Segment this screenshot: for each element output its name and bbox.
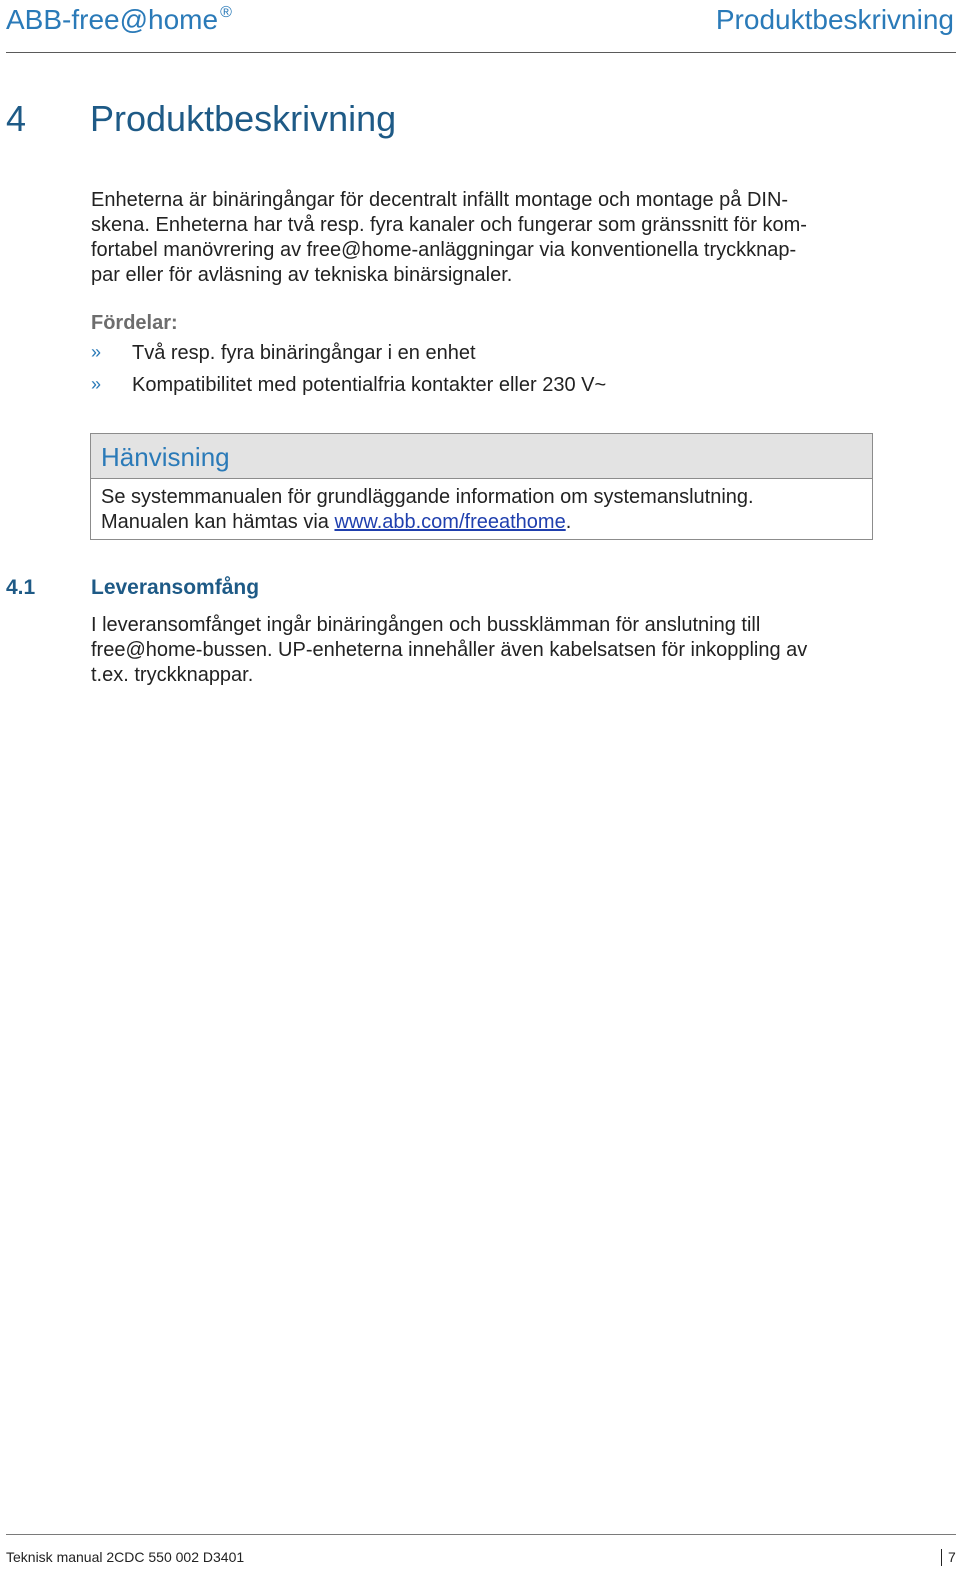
header-brand: ABB-free@home ® bbox=[6, 4, 232, 35]
section-line: I leveransomfånget ingår binäringången och bussklämman för anslutning till bbox=[91, 614, 761, 636]
chapter-number: 4 bbox=[6, 98, 27, 139]
bullet-chevron-icon: » bbox=[91, 374, 102, 394]
note-box bbox=[90, 433, 873, 540]
intro-line: par eller för avläsning av tekniska binärsignaler. bbox=[91, 264, 513, 286]
page-number: 7 bbox=[948, 1549, 956, 1565]
section-line: t.ex. tryckknappar. bbox=[91, 664, 254, 686]
bullet-chevron-icon: » bbox=[91, 342, 102, 362]
header-divider bbox=[6, 52, 956, 53]
registered-mark: ® bbox=[220, 4, 232, 21]
intro-line: Enheterna är binäringångar för decentralt infällt montage och montage på DIN- bbox=[91, 189, 789, 211]
footer-separator bbox=[941, 1549, 942, 1566]
intro-line: skena. Enheterna har två resp. fyra kanaler och fungerar som gränssnitt för kom- bbox=[91, 214, 807, 236]
intro-line: fortabel manövrering av free@home-anläggningar via konventionella tryckknap- bbox=[91, 239, 797, 261]
note-title: Hänvisning bbox=[101, 442, 230, 472]
header-section-title: Produktbeskrivning bbox=[715, 4, 954, 35]
note-body bbox=[101, 485, 754, 535]
footer-doc-label: Teknisk manual 2CDC 550 002 D3401 bbox=[6, 1549, 245, 1565]
advantage-text: Två resp. fyra binäringångar i en enhet bbox=[132, 342, 476, 364]
section-number: 4.1 bbox=[6, 576, 36, 599]
section-paragraph bbox=[91, 613, 881, 688]
intro-paragraph bbox=[91, 188, 881, 288]
section-line: free@home-bussen. UP-enheterna innehåller även kabelsatsen för inkoppling av bbox=[91, 639, 808, 661]
freeathome-link[interactable]: www.abb.com/freeathome bbox=[334, 511, 566, 533]
advantage-text: Kompatibilitet med potentialfria kontakter eller 230 V~ bbox=[132, 374, 607, 396]
note-line: Manualen kan hämtas via www.abb.com/freeathome. bbox=[101, 511, 572, 533]
chapter-title: Produktbeskrivning bbox=[90, 98, 397, 139]
footer-divider bbox=[6, 1534, 956, 1535]
note-line: Se systemmanualen för grundläggande information om systemanslutning. bbox=[101, 486, 754, 508]
advantages-title: Fördelar: bbox=[91, 312, 178, 334]
section-title: Leveransomfång bbox=[91, 576, 260, 599]
